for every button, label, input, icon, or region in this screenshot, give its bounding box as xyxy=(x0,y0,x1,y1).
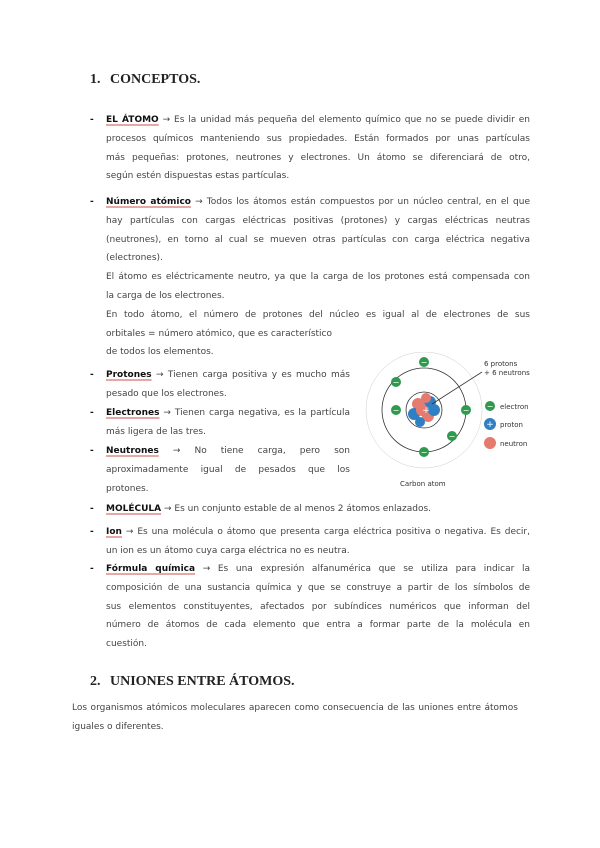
svg-text:−: − xyxy=(420,358,428,367)
label-protons: 6 protons xyxy=(484,360,518,368)
legend-proton-label: proton xyxy=(500,421,523,429)
svg-text:−: − xyxy=(420,448,428,457)
section-1-heading xyxy=(90,72,200,88)
section-number: 1. xyxy=(90,72,101,87)
term-formula: Fórmula química xyxy=(106,564,196,574)
proton-particle xyxy=(428,404,440,416)
neutron-particle xyxy=(421,393,431,403)
term-numero-atomico: Número atómico xyxy=(106,197,191,207)
svg-text:−: − xyxy=(486,402,494,411)
section-title: CONCEPTOS. xyxy=(110,72,201,87)
legend xyxy=(484,401,529,449)
section-number: 2. xyxy=(90,674,101,689)
svg-text:−: − xyxy=(462,406,470,415)
legend-neutron-label: neutron xyxy=(500,440,528,448)
term-protones: Protones xyxy=(106,370,152,380)
term-atomo: EL ÁTOMO xyxy=(106,115,159,125)
section-title: UNIONES ENTRE ÁTOMOS. xyxy=(110,674,295,689)
legend-neutron-icon xyxy=(484,437,496,449)
carbon-atom-diagram xyxy=(356,352,546,492)
svg-text:+: + xyxy=(422,406,430,416)
pointer-line xyxy=(432,372,482,404)
label-neutrons: + 6 neutrons xyxy=(484,369,530,377)
diagram-caption: Carbon atom xyxy=(400,480,446,488)
svg-text:−: − xyxy=(392,378,400,387)
svg-text:+: + xyxy=(486,420,494,430)
proton-particle xyxy=(415,417,425,427)
svg-text:−: − xyxy=(392,406,400,415)
section-2-paragraph: Los organismos atómicos moleculares aparecen como consecuencia de las uniones entre átomos iguales o diferentes. xyxy=(72,703,518,732)
section-2-heading xyxy=(90,674,295,690)
term-neutrones: Neutrones xyxy=(106,446,159,456)
term-molecula: MOLÉCULA xyxy=(106,504,162,514)
legend-electron-label: electron xyxy=(500,403,529,411)
term-electrones: Electrones xyxy=(106,408,160,418)
term-ion: Ion xyxy=(106,527,122,537)
svg-text:−: − xyxy=(448,432,456,441)
nucleus xyxy=(408,393,440,427)
